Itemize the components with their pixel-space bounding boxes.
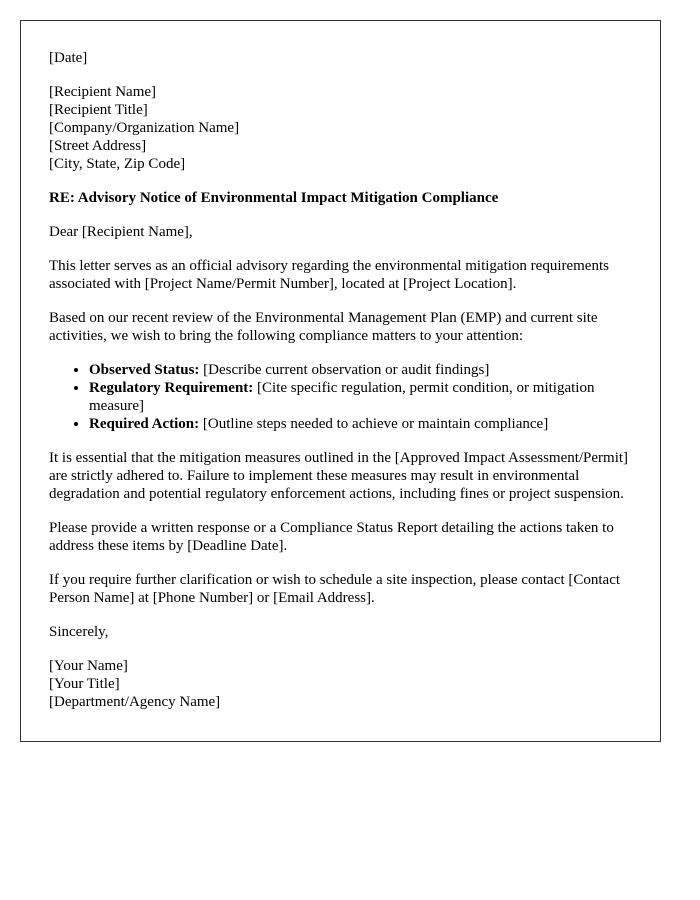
letter	[20, 20, 661, 742]
body-paragraph: If you require further clarification or wish to schedule a site inspection, please contact [Contact Person Name] at [Phone Number] or [Email Address].	[49, 572, 621, 606]
subject-line	[49, 189, 632, 207]
recipient-company: [Company/Organization Name]	[49, 120, 240, 136]
recipient-title: [Recipient Title]	[49, 102, 148, 118]
body-paragraph: Based on our recent review of the Environmental Management Plan (EMP) and current site activities, we wish to bring the following compliance matters to your attention:	[49, 310, 598, 344]
item-label: Required Action:	[89, 416, 200, 432]
sender-title: [Your Title]	[49, 676, 120, 692]
list-item	[89, 361, 632, 379]
salutation: Dear [Recipient Name],	[49, 224, 193, 240]
subject-text: RE: Advisory Notice of Environmental Impact Mitigation Compliance	[49, 190, 499, 206]
recipient-name: [Recipient Name]	[49, 84, 157, 100]
recipient-block	[49, 83, 632, 173]
signature-block	[49, 657, 632, 711]
item-text: [Describe current observation or audit findings]	[199, 362, 490, 378]
list-item	[89, 415, 632, 433]
item-text: [Outline steps needed to achieve or maintain compliance]	[199, 416, 549, 432]
closing: Sincerely,	[49, 624, 109, 640]
sender-agency: [Department/Agency Name]	[49, 694, 221, 710]
body-paragraph: Please provide a written response or a Compliance Status Report detailing the actions taken to address these items by [Deadline Date].	[49, 520, 614, 554]
item-label: Regulatory Requirement:	[89, 380, 254, 396]
item-text: [Cite specific regulation, permit condition, or mitigation measure]	[89, 380, 595, 414]
item-label: Observed Status:	[89, 362, 200, 378]
list-item	[89, 379, 632, 415]
body-paragraph: This letter serves as an official advisory regarding the environmental mitigation requirements associated with [Project Name/Permit Number], located at [Project Location].	[49, 258, 609, 292]
sender-name: [Your Name]	[49, 658, 128, 674]
body-paragraph: It is essential that the mitigation measures outlined in the [Approved Impact Assessment/Permit] are strictly adhered to. Failure to implement these measures may result in environmental degradation and potential regulatory enforcement actions, including fines or project suspension.	[49, 450, 629, 502]
date: [Date]	[49, 50, 88, 66]
recipient-street: [Street Address]	[49, 138, 147, 154]
compliance-list	[49, 361, 632, 433]
recipient-city: [City, State, Zip Code]	[49, 156, 186, 172]
